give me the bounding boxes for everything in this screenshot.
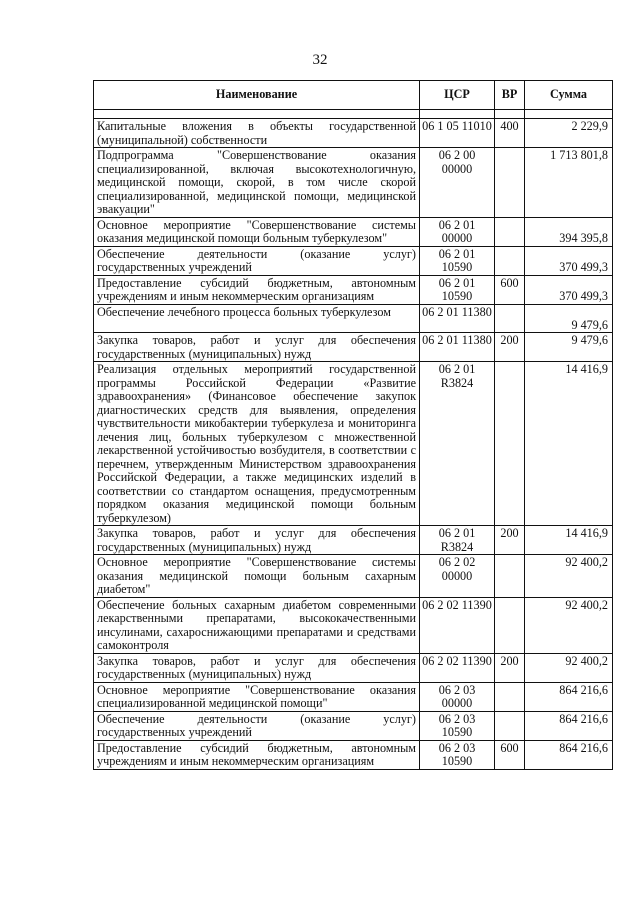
row-name: Основное мероприятие "Совершенствование системы оказания медицинской помощи больным сахарным диабетом" [94,555,420,598]
row-sum: 864 216,6 [525,682,613,711]
row-vr: 400 [495,119,525,148]
row-sum: 864 216,6 [525,711,613,740]
row-csr: 06 2 02 11390 [420,653,495,682]
row-sum: 92 400,2 [525,653,613,682]
row-vr: 600 [495,275,525,304]
header-gap [94,110,613,119]
row-vr: 200 [495,526,525,555]
row-name: Обеспечение деятельности (оказание услуг) государственных учреждений [94,246,420,275]
row-csr: 06 2 03 10590 [420,711,495,740]
row-sum-value: 370 499,3 [559,259,608,274]
table-row [94,119,613,148]
row-csr: 06 2 03 00000 [420,682,495,711]
row-vr: 200 [495,653,525,682]
row-vr [495,362,525,526]
table-row [94,275,613,304]
table-row [94,653,613,682]
row-vr [495,711,525,740]
row-sum-value: 370 499,3 [559,288,608,303]
row-name: Предоставление субсидий бюджетным, автономным учреждениям и иным некоммерческим организациям [94,740,420,769]
row-csr: 06 1 05 11010 [420,119,495,148]
row-sum: 14 416,9 [525,526,613,555]
row-sum [525,304,613,333]
row-sum: 92 400,2 [525,597,613,653]
table-row [94,682,613,711]
row-name: Обеспечение больных сахарным диабетом современными лекарственными препаратами, высококачественными инсулинами, сахароснижающими препаратами и средствами самоконтроля [94,597,420,653]
row-sum [525,217,613,246]
row-csr: 06 2 01 10590 [420,246,495,275]
row-name: Обеспечение деятельности (оказание услуг) государственных учреждений [94,711,420,740]
header-name: Наименование [94,81,420,110]
row-csr: 06 2 02 00000 [420,555,495,598]
row-name: Основное мероприятие "Совершенствование оказания специализированной медицинской помощи" [94,682,420,711]
row-name: Закупка товаров, работ и услуг для обеспечения государственных (муниципальных) нужд [94,526,420,555]
row-vr [495,148,525,218]
row-vr: 200 [495,333,525,362]
table-row [94,148,613,218]
table-row [94,333,613,362]
table-row [94,740,613,769]
row-sum: 1 713 801,8 [525,148,613,218]
row-name: Подпрограмма "Совершенствование оказания специализированной, включая высокотехнологичную, медицинской помощи, скорой, в том числе скорой специализированной, медицинской помощи, медицинской эвакуации" [94,148,420,218]
row-name: Предоставление субсидий бюджетным, автономным учреждениям и иным некоммерческим организациям [94,275,420,304]
row-name: Закупка товаров, работ и услуг для обеспечения государственных (муниципальных) нужд [94,333,420,362]
row-sum-value: 394 395,8 [559,230,608,245]
header-csr: ЦСР [420,81,495,110]
row-sum [525,275,613,304]
row-sum: 2 229,9 [525,119,613,148]
row-csr: 06 2 02 11390 [420,597,495,653]
row-csr: 06 2 03 10590 [420,740,495,769]
table-row [94,304,613,333]
budget-table-container [93,80,612,770]
table-row [94,597,613,653]
row-name: Основное мероприятие "Совершенствование системы оказания медицинской помощи больным туберкулезом" [94,217,420,246]
row-csr: 06 2 01 R3824 [420,362,495,526]
row-sum: 14 416,9 [525,362,613,526]
row-vr [495,217,525,246]
page-number: 32 [312,52,328,68]
row-csr: 06 2 01 11380 [420,333,495,362]
row-csr: 06 2 01 R3824 [420,526,495,555]
row-sum: 864 216,6 [525,740,613,769]
row-sum: 9 479,6 [525,333,613,362]
header-vr: ВР [495,81,525,110]
table-row [94,246,613,275]
table-row [94,362,613,526]
table-row [94,555,613,598]
row-csr: 06 2 00 00000 [420,148,495,218]
row-csr: 06 2 01 11380 [420,304,495,333]
row-name: Реализация отдельных мероприятий государственной программы Российской Федерации «Развитие здравоохранения» (Финансовое обеспечение закупок диагностических средств для выявления, определения чувствительности микобактерии туберкулеза и мониторинга лечения лиц, больных туберкулезом с множественной лекарственной устойчивостью возбудителя, в соответствии с перечнем, утвержденным Министерством здравоохранения Российской Федерации, а также медицинских изделий в соответствии со стандартом оснащения, предусмотренным порядком оказания медицинской помощи больным туберкулезом) [94,362,420,526]
row-sum-value: 9 479,6 [571,317,608,332]
row-vr [495,597,525,653]
row-vr [495,555,525,598]
table-row [94,526,613,555]
header-sum: Сумма [525,81,613,110]
row-vr [495,682,525,711]
row-csr: 06 2 01 00000 [420,217,495,246]
table-row [94,217,613,246]
row-sum: 92 400,2 [525,555,613,598]
row-vr [495,246,525,275]
row-name: Обеспечение лечебного процесса больных туберкулезом [94,304,420,333]
table-row [94,711,613,740]
table-header-row [94,81,613,110]
row-sum [525,246,613,275]
row-vr [495,304,525,333]
row-name: Капитальные вложения в объекты государственной (муниципальной) собственности [94,119,420,148]
row-vr: 600 [495,740,525,769]
row-name: Закупка товаров, работ и услуг для обеспечения государственных (муниципальных) нужд [94,653,420,682]
budget-table [93,80,613,770]
row-csr: 06 2 01 10590 [420,275,495,304]
